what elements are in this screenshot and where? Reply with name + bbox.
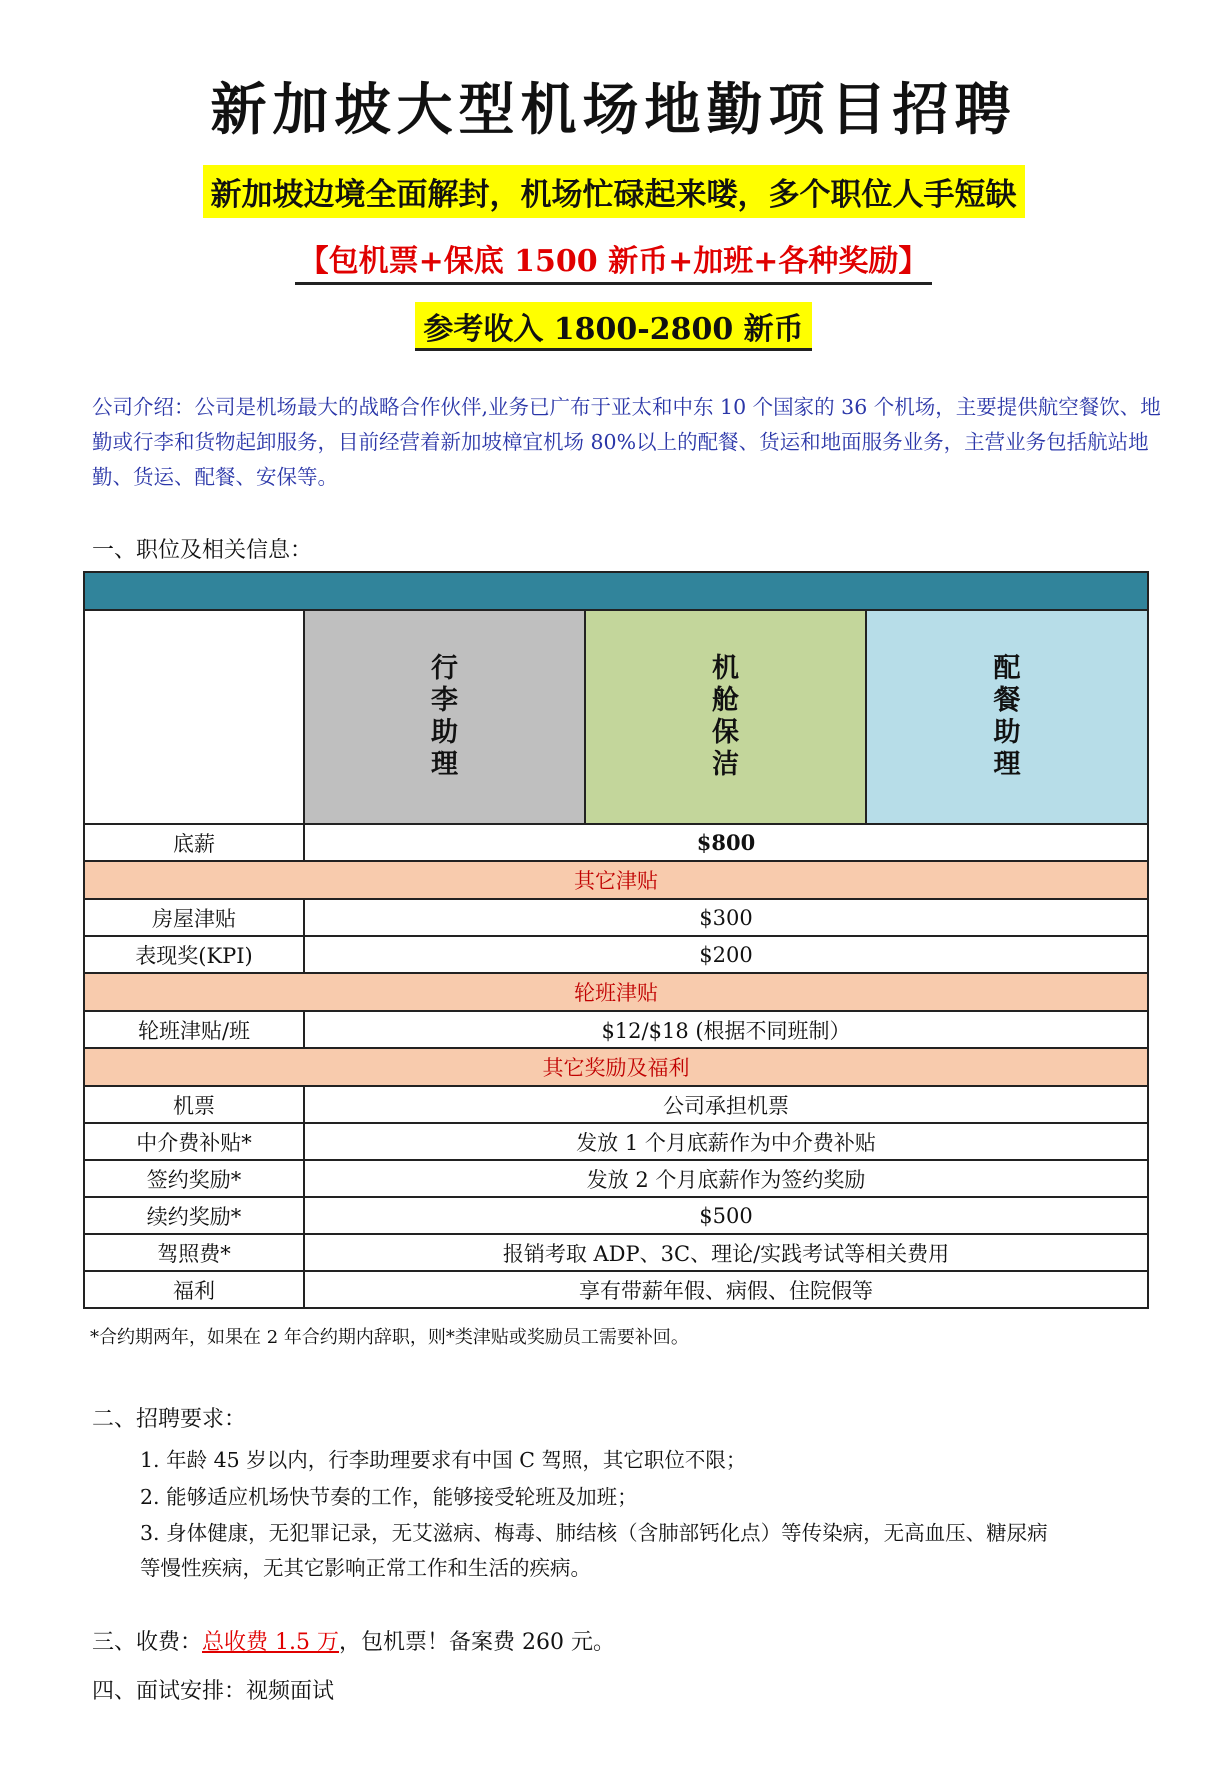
table-row xyxy=(84,1234,1148,1271)
section-requirements-heading: 二、招聘要求： xyxy=(92,1407,247,1432)
position-catering-assistant: 配餐助理 xyxy=(866,610,1148,824)
table-row xyxy=(84,1197,1148,1234)
shift-allowance-label: 轮班津贴/班 xyxy=(84,1011,304,1048)
requirement-item: 1. 年龄 45 岁以内，行李助理要求有中国 C 驾照，其它职位不限； xyxy=(140,1448,747,1472)
kpi-label: 表现奖(KPI) xyxy=(84,936,304,973)
table-header-bar xyxy=(84,572,1148,610)
position-baggage-assistant: 行李助理 xyxy=(304,610,585,824)
requirement-item: 2. 能够适应机场快节奏的工作，能够接受轮班及加班； xyxy=(140,1485,638,1509)
section-interview: 四、面试安排：视频面试 xyxy=(92,1679,335,1704)
welfare-label: 福利 xyxy=(84,1271,304,1308)
positions-row xyxy=(84,610,1148,824)
table-section-row xyxy=(84,861,1148,899)
license-fee-label: 驾照费* xyxy=(84,1234,304,1271)
housing-allowance-value: $300 xyxy=(304,899,1148,936)
banner-benefits-text: 【包机票+保底 1500 新币+加班+各种奖励】 xyxy=(295,236,933,285)
page-title: 新加坡大型机场地勤项目招聘 xyxy=(210,77,1017,143)
banner-income xyxy=(0,302,1227,351)
table-row xyxy=(84,1123,1148,1160)
signing-bonus-value: 发放 2 个月底薪作为签约奖励 xyxy=(304,1160,1148,1197)
base-salary-label: 底薪 xyxy=(84,824,304,861)
table-row xyxy=(84,1086,1148,1123)
table-row xyxy=(84,899,1148,936)
agency-subsidy-value: 发放 1 个月底薪作为中介费补贴 xyxy=(304,1123,1148,1160)
signing-bonus-label: 签约奖励* xyxy=(84,1160,304,1197)
banner-benefits xyxy=(0,236,1227,285)
table-section-row xyxy=(84,1048,1148,1086)
shift-section-header: 轮班津贴 xyxy=(84,973,1148,1011)
table-row xyxy=(84,936,1148,973)
allowance-section-header: 其它津贴 xyxy=(84,861,1148,899)
company-intro xyxy=(92,390,1162,495)
license-fee-value: 报销考取 ADP、3C、理论/实践考试等相关费用 xyxy=(304,1234,1148,1271)
requirement-item: 3. 身体健康，无犯罪记录，无艾滋病、梅毒、肺结核（含肺部钙化点）等传染病，无高血压、糖尿病 xyxy=(140,1521,1048,1545)
contract-footnote: *合约期两年，如果在 2 年合约期内辞职，则*类津贴或奖励员工需要补回。 xyxy=(90,1327,689,1348)
company-intro-text: 公司是机场最大的战略合作伙伴,业务已广布于亚太和中东 10 个国家的 36 个机场，主要提供航空餐饮、地勤或行李和货物起卸服务，目前经营着新加坡樟宜机场 80%以上的配餐、货运和地面服务业务，主营业务包括航站地勤、货运、配餐、安保等。 xyxy=(92,395,1161,489)
positions-corner-cell xyxy=(84,610,304,824)
shift-allowance-value: $12/$18 (根据不同班制） xyxy=(304,1011,1148,1048)
section-fee xyxy=(92,1625,615,1656)
requirement-item-continued: 等慢性疾病，无其它影响正常工作和生活的疾病。 xyxy=(140,1556,591,1580)
table-section-row xyxy=(84,973,1148,1011)
welfare-value: 享有带薪年假、病假、住院假等 xyxy=(304,1271,1148,1308)
position-cabin-cleaning: 机舱保洁 xyxy=(585,610,866,824)
renewal-bonus-label: 续约奖励* xyxy=(84,1197,304,1234)
table-row xyxy=(84,824,1148,861)
table-row xyxy=(84,1011,1148,1048)
fee-total: 总收费 1.5 万 xyxy=(202,1630,339,1655)
air-ticket-value: 公司承担机票 xyxy=(304,1086,1148,1123)
company-intro-lead: 公司介绍： xyxy=(92,395,195,419)
housing-allowance-label: 房屋津贴 xyxy=(84,899,304,936)
section-positions-heading: 一、职位及相关信息： xyxy=(92,538,313,563)
kpi-value: $200 xyxy=(304,936,1148,973)
banner-headline xyxy=(0,165,1227,218)
positions-table xyxy=(83,571,1147,1309)
renewal-bonus-value: $500 xyxy=(304,1197,1148,1234)
banner-income-text: 参考收入 1800-2800 新币 xyxy=(415,302,811,351)
banner-headline-text: 新加坡边境全面解封，机场忙碌起来喽，多个职位人手短缺 xyxy=(203,165,1025,218)
table-row xyxy=(84,1271,1148,1308)
fee-rest: ，包机票！备案费 260 元。 xyxy=(339,1630,615,1655)
fee-label: 三、收费： xyxy=(92,1630,203,1655)
base-salary-value: $800 xyxy=(304,824,1148,861)
agency-subsidy-label: 中介费补贴* xyxy=(84,1123,304,1160)
benefits-section-header: 其它奖励及福利 xyxy=(84,1048,1148,1086)
table-row xyxy=(84,1160,1148,1197)
air-ticket-label: 机票 xyxy=(84,1086,304,1123)
